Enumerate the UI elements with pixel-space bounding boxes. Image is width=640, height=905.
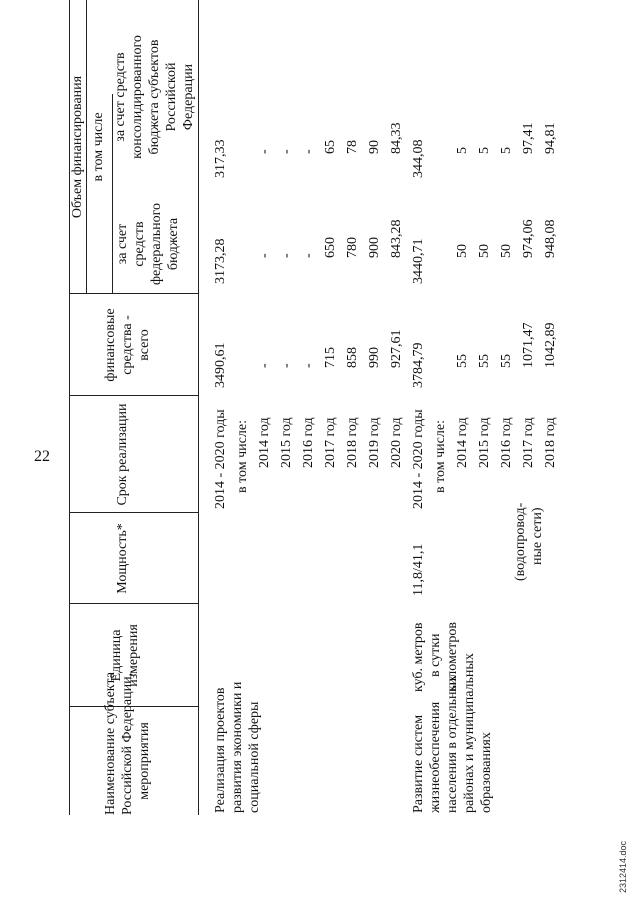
block2-row-6-regional: 94,81 [543, 122, 558, 154]
block1-row-7-regional: 90 [367, 140, 382, 154]
block2-row-0-term: 2014 - 2020 годы [411, 409, 426, 509]
block1-row-0-term: 2014 - 2020 годы [213, 409, 228, 509]
block2-row-3-regional: 5 [477, 147, 492, 154]
block1-row-3-federal: - [279, 253, 294, 258]
block1-row-6-regional: 78 [345, 140, 360, 154]
header-total-1: финансовые [103, 308, 118, 382]
block2-unit-1: куб. метров [411, 622, 426, 692]
block2-row-6-federal: 948,08 [543, 219, 558, 258]
block2-row-5-federal: 974,06 [521, 219, 536, 258]
block1-row-4-term: 2016 год [301, 417, 316, 468]
col-divider-3 [69, 512, 198, 513]
block1-row-8-total: 927,61 [389, 329, 404, 368]
block1-row-2-total: - [257, 363, 272, 368]
header-federal-4: бюджета [166, 217, 181, 271]
block2-row-4-term: 2016 год [499, 417, 514, 468]
block2-row-2-term: 2014 год [455, 417, 470, 468]
header-name-2: Российской Федерации, [120, 672, 135, 815]
block2-row-2-regional: 5 [455, 147, 470, 154]
header-total-3: всего [137, 329, 152, 361]
block2-row-5-term: 2017 год [521, 417, 536, 468]
block1-row-5-total: 715 [323, 347, 338, 368]
header-regional-4: Российской [164, 62, 179, 132]
block2-row-5-regional: 97,41 [521, 122, 536, 154]
block2-name-5: образованиях [479, 732, 494, 813]
block2-capacity-note-2: ные сети) [530, 507, 545, 565]
block1-row-5-regional: 65 [323, 140, 338, 154]
header-volume: Объем финансирования [70, 75, 85, 219]
block2-row-0-regional: 344,08 [411, 139, 426, 178]
block2-row-4-total: 55 [499, 354, 514, 368]
block1-row-8-term: 2020 год [389, 417, 404, 468]
block1-row-7-total: 990 [367, 347, 382, 368]
block1-name-1: Реализация проектов [213, 687, 228, 813]
block2-name-1: Развитие систем [411, 714, 426, 813]
header-unit-1: Единица [109, 629, 124, 682]
block1-row-4-regional: - [301, 149, 316, 154]
block2-capacity-note-1: (водопровод- [513, 502, 528, 581]
block2-row-0-total: 3784,79 [411, 342, 426, 388]
block1-row-8-federal: 843,28 [389, 219, 404, 258]
block1-row-3-term: 2015 год [279, 417, 294, 468]
block2-capacity: 11,8/41,1 [411, 543, 426, 596]
header-regional-5: Федерации [181, 63, 196, 131]
page-number: 22 [34, 448, 50, 465]
block2-row-4-federal: 50 [499, 244, 514, 258]
header-including: в том числе [91, 112, 106, 182]
block1-name-2: развития экономики и [230, 681, 245, 813]
header-unit-2: измерения [126, 624, 141, 687]
block2-row-3-federal: 50 [477, 244, 492, 258]
header-term: Срок реализации [115, 403, 130, 506]
header-federal-1: за счет [115, 223, 130, 265]
block1-row-4-federal: - [301, 253, 316, 258]
block1-row-2-federal: - [257, 253, 272, 258]
block1-row-1-term: в том числе: [235, 420, 250, 493]
block2-row-6-term: 2018 год [543, 417, 558, 468]
block1-row-6-term: 2018 год [345, 417, 360, 468]
block2-row-3-total: 55 [477, 354, 492, 368]
block1-name-3: социальной сферы [247, 701, 262, 813]
block1-row-5-term: 2017 год [323, 417, 338, 468]
header-bottom-line [198, 0, 199, 815]
header-name-1: Наименование субъекта [103, 672, 118, 815]
block2-row-4-regional: 5 [499, 147, 514, 154]
header-federal-3: федерального [149, 202, 164, 286]
header-total-2: средства - [120, 315, 135, 375]
header-capacity: Мощность* [115, 523, 130, 594]
block2-row-0-federal: 3440,71 [411, 238, 426, 284]
block2-row-2-federal: 50 [455, 244, 470, 258]
footer-code: 2312414.doc [618, 840, 628, 893]
header-regional-2: консолидированного [130, 35, 145, 159]
block1-row-6-total: 858 [345, 347, 360, 368]
block1-row-7-term: 2019 год [367, 417, 382, 468]
block2-row-6-total: 1042,89 [543, 322, 558, 368]
block1-row-5-federal: 650 [323, 237, 338, 258]
block2-name-3: населения в отдельных [445, 675, 460, 813]
block2-unit-2: в сутки [428, 633, 443, 677]
block2-unit-3: километров [445, 622, 460, 692]
volume-split-line [86, 0, 87, 294]
block1-row-0-federal: 3173,28 [213, 238, 228, 284]
block2-name-2: жизнеобеспечения [428, 701, 443, 813]
block1-row-4-total: - [301, 363, 316, 368]
block1-row-8-regional: 84,33 [389, 122, 404, 154]
block2-row-1-term: в том числе: [433, 420, 448, 493]
block1-row-0-regional: 317,33 [213, 139, 228, 178]
block1-row-3-regional: - [279, 149, 294, 154]
header-name-3: мероприятия [137, 722, 152, 800]
block1-row-0-total: 3490,61 [213, 342, 228, 388]
header-regional-3: бюджета субъектов [147, 39, 162, 155]
block1-row-2-term: 2014 год [257, 417, 272, 468]
block2-row-3-term: 2015 год [477, 417, 492, 468]
header-federal-2: средств [132, 221, 147, 267]
header-regional-1: за счет средств [113, 52, 128, 142]
block1-row-2-regional: - [257, 149, 272, 154]
block2-name-4: районах и муниципальных [462, 653, 477, 813]
block2-row-2-total: 55 [455, 354, 470, 368]
block1-row-3-total: - [279, 363, 294, 368]
block2-row-5-total: 1071,47 [521, 322, 536, 368]
block1-row-6-federal: 780 [345, 237, 360, 258]
block1-row-7-federal: 900 [367, 237, 382, 258]
